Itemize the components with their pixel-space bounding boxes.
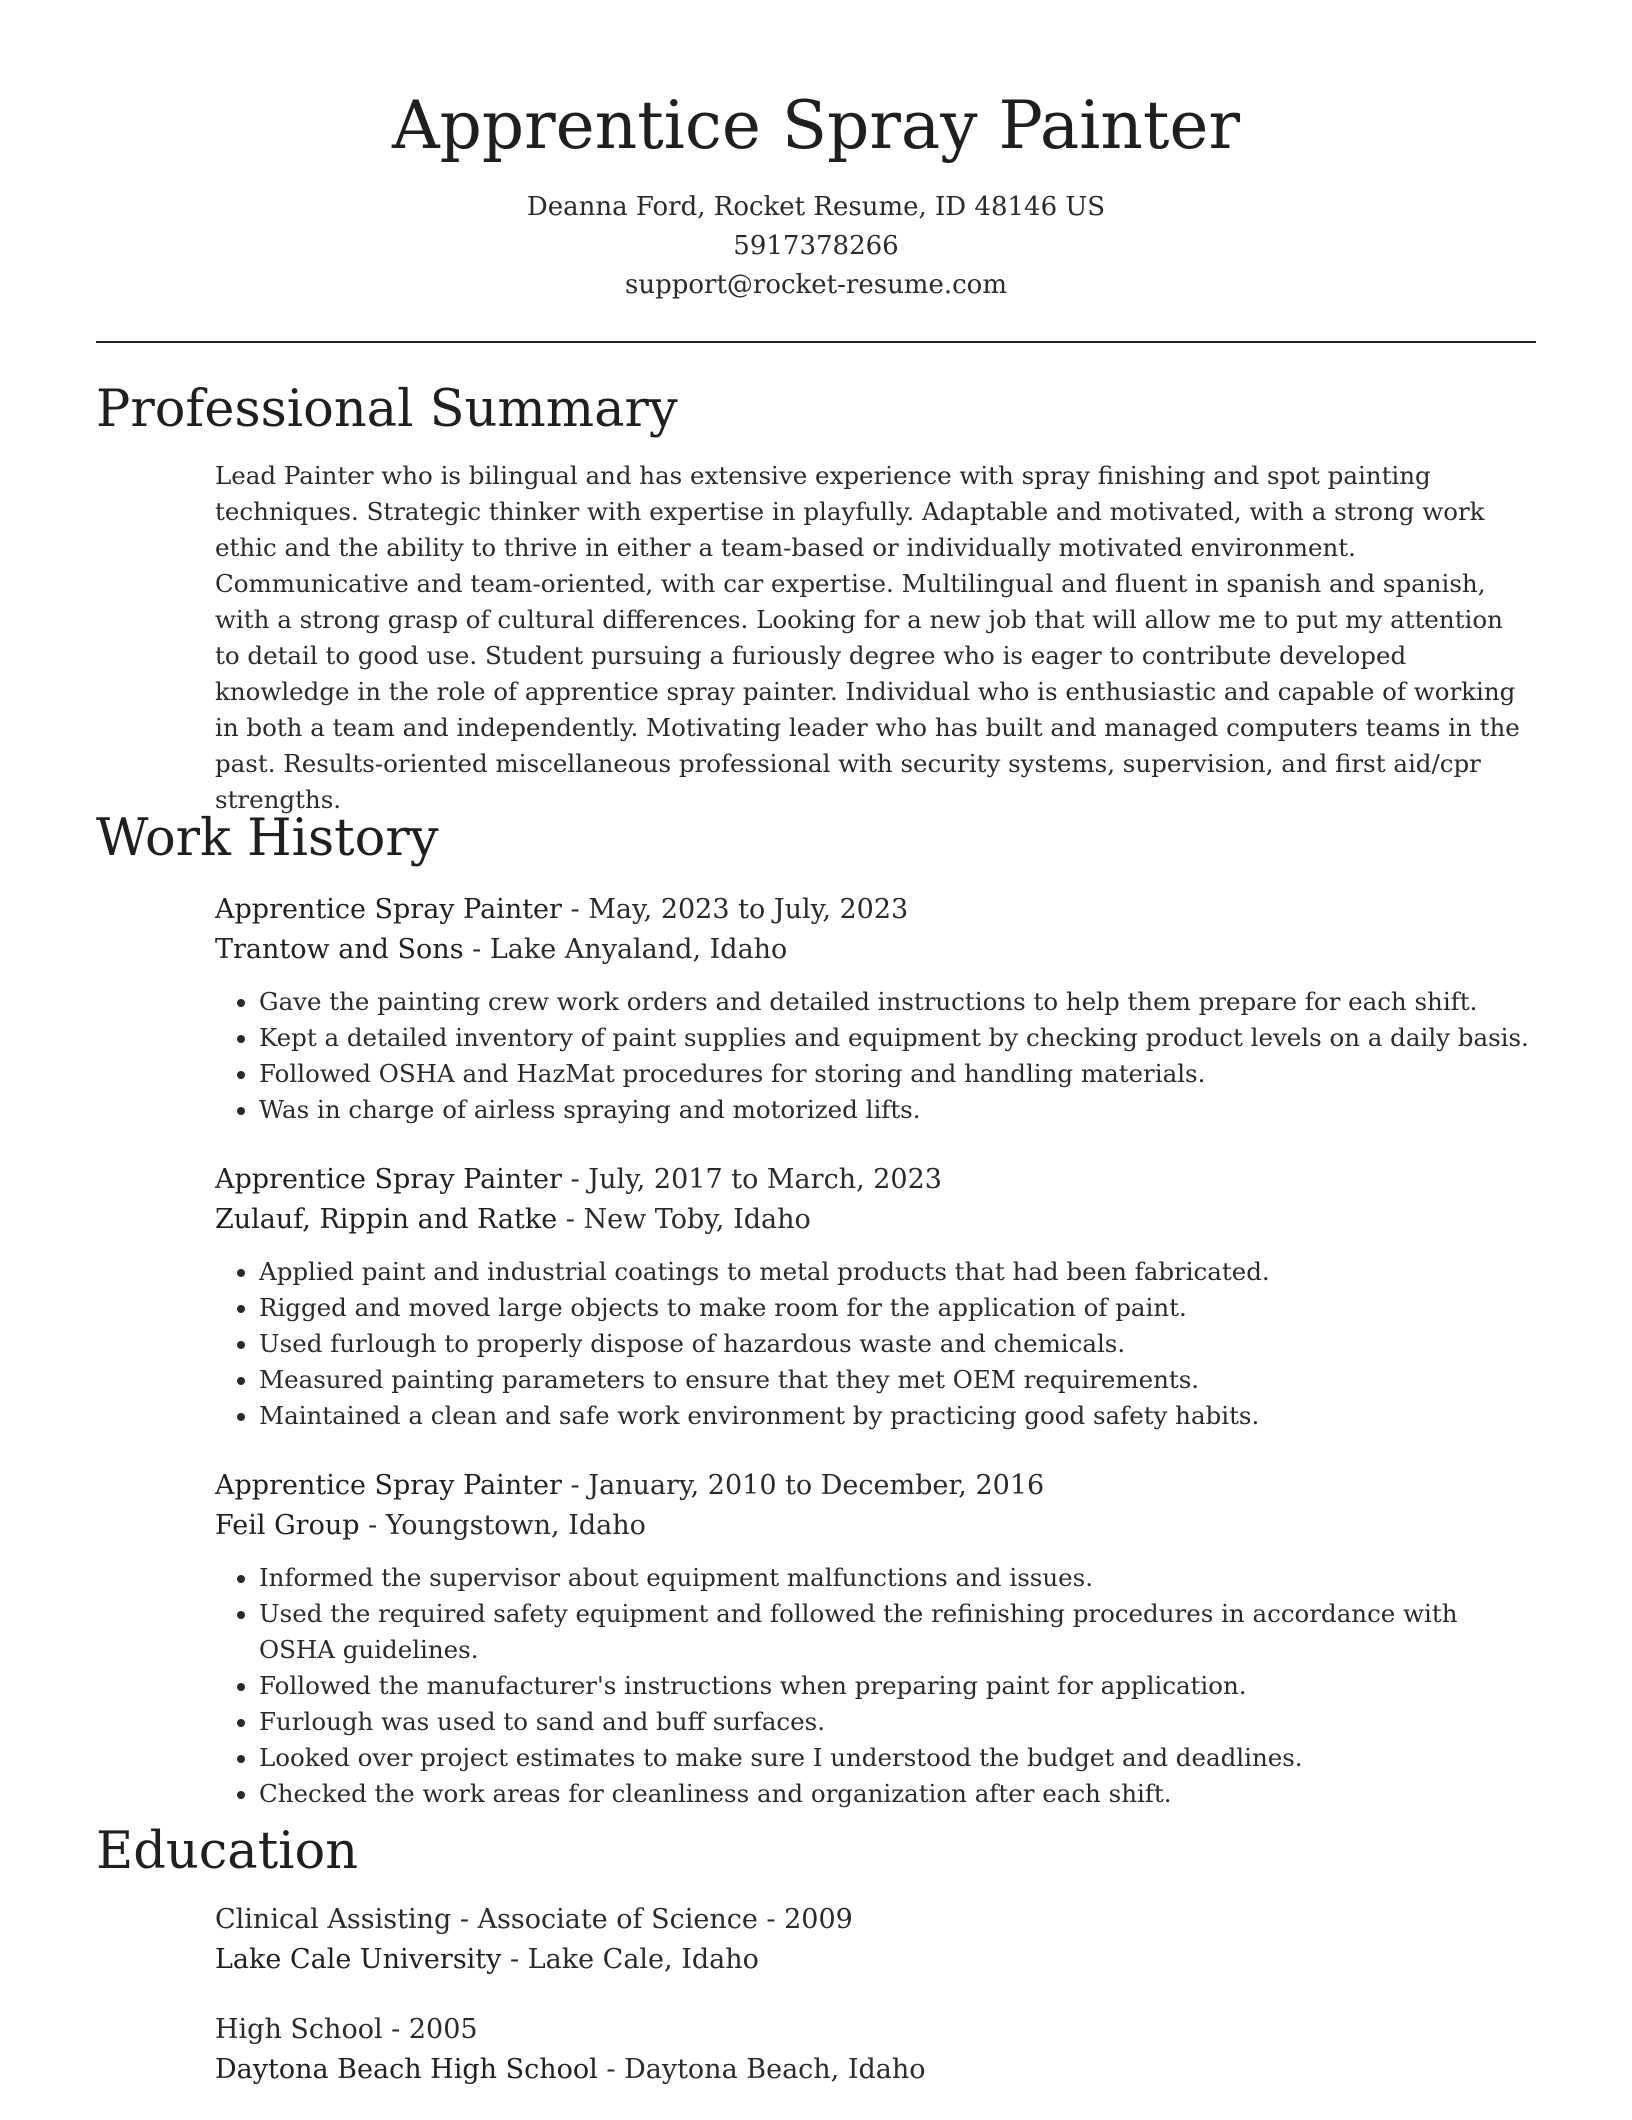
education-school-line: Daytona Beach High School - Daytona Beach, Idaho xyxy=(215,2054,926,2085)
job-duty: • Used the required safety equipment and followed the refinishing procedures in accordance with OSHA guidelines. xyxy=(259,1596,1535,1668)
contact-email: support@rocket-resume.com xyxy=(624,270,1007,300)
job-company-line: Feil Group - Youngstown, Idaho xyxy=(215,1510,646,1541)
job-location: Youngstown, Idaho xyxy=(385,1510,646,1541)
education-entry xyxy=(215,1900,1535,1980)
resume-title: Apprentice Spray Painter xyxy=(391,87,1241,164)
job-duties xyxy=(215,1254,1535,1434)
job-dates: January, 2010 to December, 2016 xyxy=(588,1470,1045,1501)
job-company-line: Zulauf, Rippin and Ratke - New Toby, Idaho xyxy=(215,1204,811,1235)
job-duty: • Used furlough to properly dispose of hazardous waste and chemicals. xyxy=(259,1326,1535,1362)
job-entry xyxy=(215,1466,1535,1812)
job-duty: • Followed OSHA and HazMat procedures for storing and handling materials. xyxy=(259,1056,1535,1092)
job-company: Feil Group xyxy=(215,1510,360,1541)
job-duty: • Measured painting parameters to ensure that they met OEM requirements. xyxy=(259,1362,1535,1398)
education-heading: Education xyxy=(96,1822,359,1881)
job-duty: • Informed the supervisor about equipment malfunctions and issues. xyxy=(259,1560,1535,1596)
resume-header xyxy=(96,86,1536,305)
education-school: Lake Cale University xyxy=(215,1944,502,1975)
job-duty: • Furlough was used to sand and buff surfaces. xyxy=(259,1704,1535,1740)
job-title: Apprentice Spray Painter xyxy=(215,1164,562,1195)
job-entry xyxy=(215,1160,1535,1434)
contact-address: Deanna Ford, Rocket Resume, ID 48146 US xyxy=(526,192,1106,222)
work-history-section xyxy=(215,890,1535,1844)
job-duties xyxy=(215,1560,1535,1812)
job-dates: July, 2017 to March, 2023 xyxy=(588,1164,942,1195)
job-company-line: Trantow and Sons - Lake Anyaland, Idaho xyxy=(215,934,788,965)
job-duty: • Followed the manufacturer's instructions when preparing paint for application. xyxy=(259,1668,1535,1704)
summary-heading: Professional Summary xyxy=(96,380,678,439)
job-duty: • Looked over project estimates to make sure I understood the budget and deadlines. xyxy=(259,1740,1535,1776)
contact-phone: 5917378266 xyxy=(733,231,899,261)
job-company: Trantow and Sons xyxy=(215,934,464,965)
job-title-line: Apprentice Spray Painter - July, 2017 to March, 2023 xyxy=(215,1164,942,1195)
job-duty: • Gave the painting crew work orders and detailed instructions to help them prepare for each shift. xyxy=(259,984,1535,1020)
contact-block xyxy=(96,188,1536,305)
work-history-heading: Work History xyxy=(96,809,439,868)
job-entry xyxy=(215,890,1535,1128)
job-duties xyxy=(215,984,1535,1128)
education-section xyxy=(215,1900,1535,2120)
summary-section xyxy=(215,458,1535,818)
summary-text: Lead Painter who is bilingual and has extensive experience with spray finishing and spot painting techniques. Strategic thinker with expertise in playfully. Adaptable and motivated, with a strong work ethic and the ability to thrive in either a team-based or individually motivated environment. Communicative and team-oriented, with car expertise. Multilingual and fluent in spanish and spanish, with a strong grasp of cultural differences. Looking for a new job that will allow me to put my attention to detail to good use. Student pursuing a furiously degree who is eager to contribute developed knowledge in the role of apprentice spray painter. Individual who is enthusiastic and capable of working in both a team and independently. Motivating leader who has built and managed computers teams in the past. Results-oriented miscellaneous professional with security systems, supervision, and first aid/cpr strengths. xyxy=(215,461,1520,814)
job-title-line: Apprentice Spray Painter - January, 2010 to December, 2016 xyxy=(215,1470,1045,1501)
education-entry xyxy=(215,2010,1535,2090)
job-duty: • Rigged and moved large objects to make room for the application of paint. xyxy=(259,1290,1535,1326)
header-divider xyxy=(96,341,1536,343)
education-degree-line: High School - 2005 xyxy=(215,2014,478,2045)
job-duty: • Kept a detailed inventory of paint supplies and equipment by checking product levels on a daily basis. xyxy=(259,1020,1535,1056)
job-duty: • Checked the work areas for cleanliness and organization after each shift. xyxy=(259,1776,1535,1812)
job-duty: • Applied paint and industrial coatings to metal products that had been fabricated. xyxy=(259,1254,1535,1290)
job-duty: • Was in charge of airless spraying and motorized lifts. xyxy=(259,1092,1535,1128)
job-title: Apprentice Spray Painter xyxy=(215,894,562,925)
education-degree-line: Clinical Assisting - Associate of Science - 2009 xyxy=(215,1904,853,1935)
job-location: New Toby, Idaho xyxy=(583,1204,811,1235)
job-title: Apprentice Spray Painter xyxy=(215,1470,562,1501)
education-location: Lake Cale, Idaho xyxy=(527,1944,759,1975)
education-school-line: Lake Cale University - Lake Cale, Idaho xyxy=(215,1944,759,1975)
education-school: Daytona Beach High School xyxy=(215,2054,598,2085)
job-location: Lake Anyaland, Idaho xyxy=(489,934,788,965)
education-location: Daytona Beach, Idaho xyxy=(624,2054,926,2085)
job-company: Zulauf, Rippin and Ratke xyxy=(215,1204,558,1235)
job-title-line: Apprentice Spray Painter - May, 2023 to July, 2023 xyxy=(215,894,909,925)
job-dates: May, 2023 to July, 2023 xyxy=(588,894,909,925)
job-duty: • Maintained a clean and safe work environment by practicing good safety habits. xyxy=(259,1398,1535,1434)
